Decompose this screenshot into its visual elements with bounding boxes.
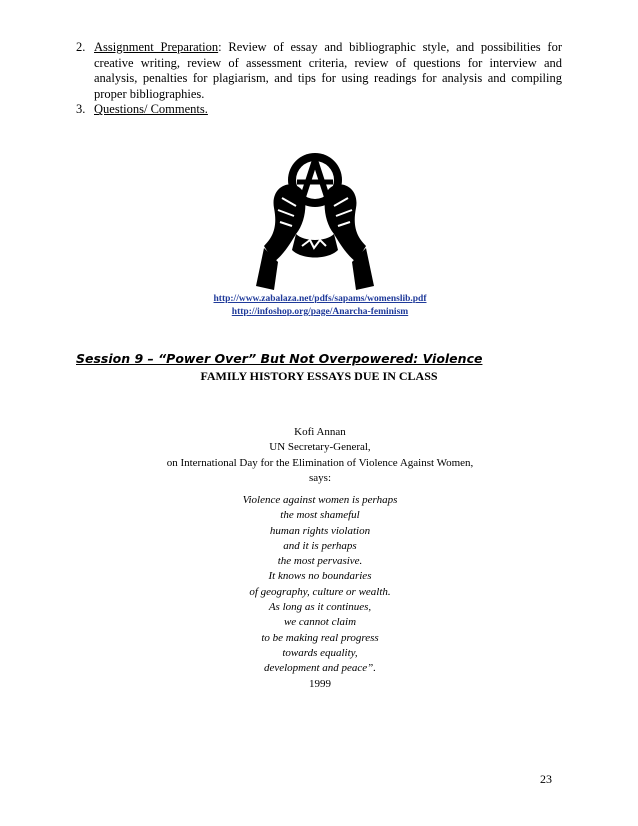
- page-number: 23: [540, 772, 552, 786]
- due-notice: FAMILY HISTORY ESSAYS DUE IN CLASS: [200, 369, 438, 383]
- quote-line: of geography, culture or wealth.: [249, 585, 391, 598]
- anarcha-feminist-fist-icon: [252, 150, 378, 292]
- list-item: [76, 40, 562, 102]
- link-infoshop[interactable]: http://infoshop.org/page/Anarcha-feminism: [231, 307, 409, 317]
- list-heading: Questions/ Comments.: [94, 102, 208, 117]
- reference-links: [120, 293, 520, 319]
- quote-line: It knows no boundaries: [268, 570, 372, 583]
- quote-line: the most shameful: [280, 509, 360, 522]
- link-zabalaza[interactable]: http://www.zabalaza.net/pdfs/sapams/womenslib.pdf: [213, 294, 427, 304]
- quote-line: human rights violation: [269, 524, 371, 537]
- quote-line: towards equality,: [282, 646, 358, 659]
- quote-attribution: [120, 425, 520, 487]
- speaker-role: UN Secretary-General,: [269, 441, 371, 454]
- says: says:: [309, 472, 331, 485]
- list-number: 3.: [76, 102, 86, 117]
- quote-block: [170, 493, 470, 692]
- quote-line: to be making real progress: [261, 631, 379, 644]
- quote-line: As long as it continues,: [268, 601, 372, 614]
- quote-year: 1999: [309, 677, 331, 690]
- speaker-name: Kofi Annan: [294, 426, 346, 438]
- list-number: 2.: [76, 40, 86, 54]
- occasion: on International Day for the Elimination of Violence Against Women,: [166, 456, 474, 469]
- list-text: : Review of essay and bibliographic style, and possibilities for creative writing, review of assessment criteria, review of questions for interview and analysis, penalties for plagiarism, and tips for using readings for analysis and compiling proper bibliographies.: [94, 40, 563, 101]
- list-item: [76, 102, 562, 118]
- quote-line: Violence against women is perhaps: [242, 494, 398, 506]
- quote-line: and it is perhaps: [283, 539, 357, 552]
- quote-line: the most pervasive.: [277, 555, 363, 568]
- session-heading: Session 9 – “Power Over” But Not Overpowered: Violence: [76, 351, 483, 366]
- quote-line: development and peace”.: [263, 662, 377, 675]
- agenda-list: [76, 40, 562, 118]
- list-heading: Assignment Preparation: [94, 40, 219, 54]
- quote-line: we cannot claim: [283, 616, 357, 629]
